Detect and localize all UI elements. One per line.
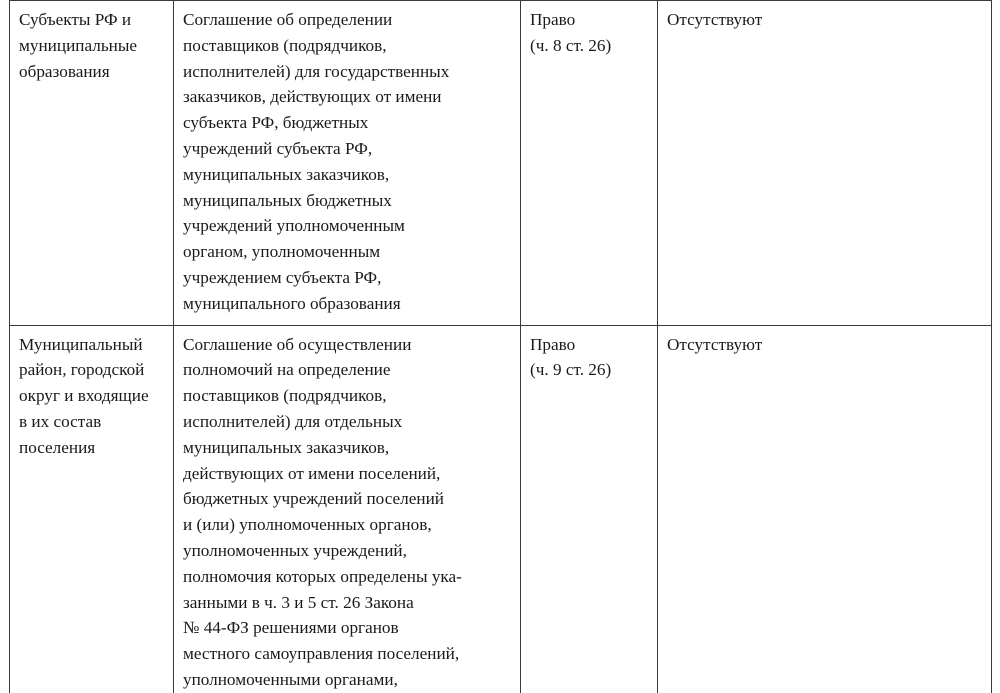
text-line: бюджетных учреждений поселений <box>183 489 444 509</box>
text-line: учреждений субъекта РФ, <box>183 138 373 158</box>
text-line: муниципальных заказчиков, <box>183 437 390 457</box>
text-line: действующих от имени поселений, <box>183 463 441 483</box>
text-line: исполнителей) для отдельных <box>183 411 403 431</box>
text-line: муниципальных бюджетных <box>183 190 392 210</box>
text-line: район, городской <box>19 360 145 380</box>
table-body <box>10 1 992 693</box>
text-line: округ и входящие <box>19 386 149 406</box>
entity-cell <box>10 325 174 693</box>
text-line: Муниципальный <box>19 334 143 354</box>
text-line: муниципальных заказчиков, <box>183 164 390 184</box>
text-line: поставщиков (подрядчиков, <box>183 386 387 406</box>
text-line: Соглашение об определении <box>183 10 393 29</box>
text-line: органом, уполномоченным <box>183 242 381 262</box>
text-line: Право <box>530 334 576 354</box>
table-row <box>10 1 992 326</box>
text-line: занными в ч. 3 и 5 ст. 26 Закона <box>183 592 414 612</box>
sanctions-cell <box>658 325 992 693</box>
text-line: полномочий на определение <box>183 360 391 380</box>
text-line: полномочия которых определены ука- <box>183 566 462 586</box>
text-line: уполномоченных учреждений, <box>183 540 407 560</box>
legal-agreements-table <box>9 0 992 693</box>
text-line: и (или) уполномоченных органов, <box>183 515 432 535</box>
text-line: муниципального образования <box>183 293 401 313</box>
right-or-duty-cell <box>521 325 658 693</box>
text-line: учреждений уполномоченным <box>183 216 405 236</box>
text-line: в их состав <box>19 411 102 431</box>
text-line: (ч. 9 ст. 26) <box>530 360 612 380</box>
text-line: № 44-ФЗ решениями органов <box>183 618 399 638</box>
text-line: поставщиков (подрядчиков, <box>183 35 387 55</box>
sanctions-cell <box>658 1 992 326</box>
text-line: Право <box>530 10 576 29</box>
agreement-subject-cell <box>174 1 521 326</box>
text-line: Отсутствуют <box>667 10 763 29</box>
text-line: муниципальные <box>19 35 138 55</box>
text-line: образования <box>19 61 110 81</box>
text-line: поселения <box>19 437 96 457</box>
text-line: исполнителей) для государственных <box>183 61 450 81</box>
text-line: учреждением субъекта РФ, <box>183 267 382 287</box>
table-row <box>10 325 992 693</box>
text-line: (ч. 8 ст. 26) <box>530 35 612 55</box>
text-line: Отсутствуют <box>667 334 763 354</box>
text-line: Субъекты РФ и <box>19 10 132 29</box>
text-line: местного самоуправления поселений, <box>183 644 460 664</box>
entity-cell <box>10 1 174 326</box>
right-or-duty-cell <box>521 1 658 326</box>
text-line: Соглашение об осуществлении <box>183 334 412 354</box>
text-line: заказчиков, действующих от имени <box>183 87 442 107</box>
text-line: уполномоченными органами, <box>183 669 398 689</box>
text-line: субъекта РФ, бюджетных <box>183 113 369 133</box>
agreement-subject-cell <box>174 325 521 693</box>
